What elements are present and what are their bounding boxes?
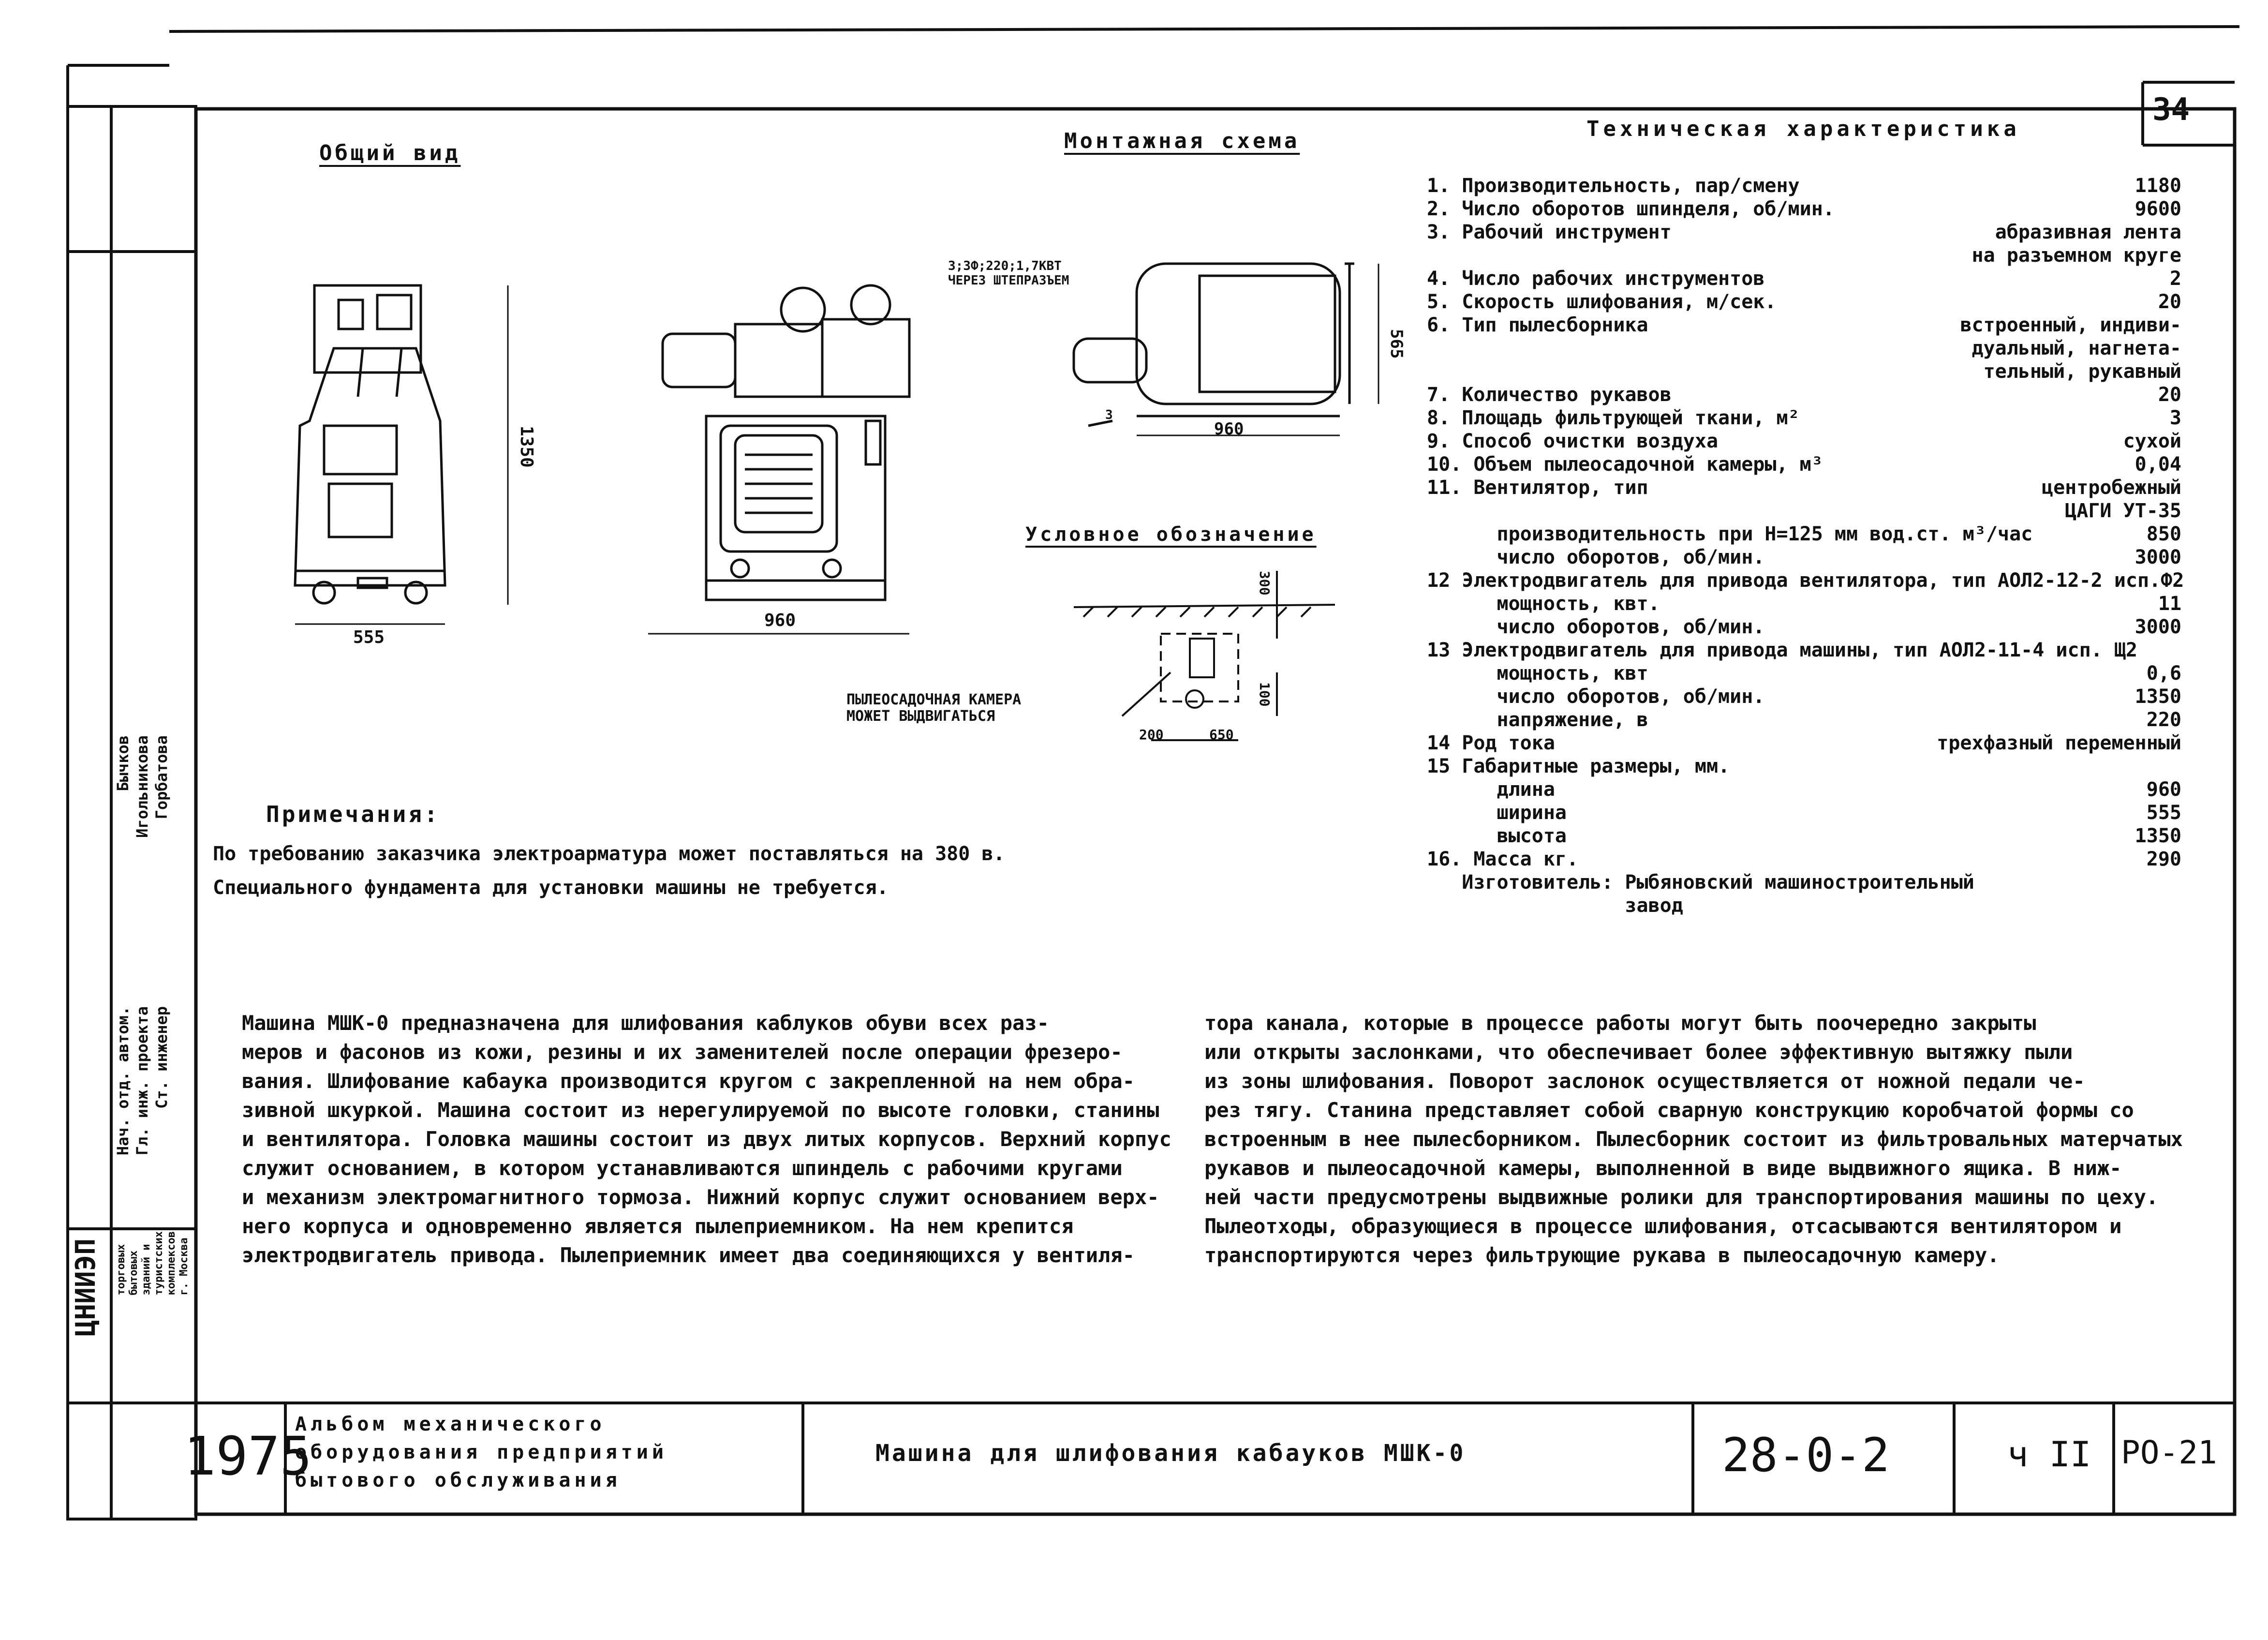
tech-row (1427, 290, 2181, 313)
tech-row (1427, 174, 2181, 197)
note-line-1: По требованию заказчика электроарматура может поставляться на 380 в. (213, 843, 1005, 865)
tech-title: Техническая характеристика (1586, 117, 2020, 141)
tech-row-label: число оборотов, об/мин. (1427, 546, 1765, 568)
tech-row (1427, 476, 2181, 522)
tech-row-label: 6. Тип пылесборника (1427, 314, 1648, 336)
tech-row (1427, 267, 2181, 290)
tech-row-value: 0,6 (2146, 662, 2181, 685)
drawing-code: 28-0-2 (1722, 1428, 1890, 1482)
tech-row-label: число оборотов, об/мин. (1427, 686, 1765, 708)
year: 1975 (184, 1425, 312, 1487)
tech-row-value: 3000 (2135, 546, 2181, 568)
tech-row-value: трехфазный переменный (1937, 732, 2181, 754)
tech-row-label: высота (1427, 825, 1567, 847)
tech-row-label: 10. Объем пылеосадочной камеры, м³ (1427, 453, 1823, 476)
tech-row (1427, 708, 2181, 731)
tech-row (1427, 755, 2181, 778)
approval-name: Бычков (114, 735, 132, 791)
org-stamp: ЦНИИЭП (70, 1238, 102, 1337)
dim-height-1350: 1350 (517, 426, 536, 468)
tech-row-label: производительность при H=125 мм вод.ст. м³/час (1427, 523, 2033, 545)
tech-row (1427, 430, 2181, 453)
tech-row-value: 20 (2158, 384, 2181, 406)
tech-row (1427, 685, 2181, 708)
mounting-scheme-title: Монтажная схема (1064, 129, 1300, 153)
tech-row-value: сухой (2123, 430, 2181, 452)
description-col-1: Машина МШК-0 предназначена для шлифования каблуков обуви всех раз- меров и фасонов из кожи, резины и их заменителей после операции фрезеро- вания. Шлифование кабаука производится кругом с закрепленной на нем обра- зивной шкуркой. Машина состоит из нерегулируемой по высоте головки, станины и вентилятора. Головка машины состоит из двух литых корпусов. Верхний корпус служит основанием, в котором устанавливаются шпиндель с рабочими кругами и механизм электромагнитного тормоза. Нижний корпус служит основанием верх- него корпуса и одновременно является пылеприемником. На нем крепится электродвигатель привода. Пылеприемник имеет два соединяющихся у вентиля- (242, 1011, 1171, 1267)
tech-row-label: число оборотов, об/мин. (1427, 616, 1765, 638)
notes-title: Примечания: (266, 801, 440, 827)
tech-list (1427, 174, 2184, 917)
sym-dim-650: 650 (1209, 727, 1234, 743)
tech-row-label: мощность, квт. (1427, 593, 1660, 615)
tech-row-label: 8. Площадь фильтрующей ткани, м² (1427, 407, 1800, 429)
tech-row (1427, 662, 2181, 685)
tech-row-value: 20 (2158, 291, 2181, 313)
general-view-title: Общий вид (319, 141, 461, 165)
tech-row-value: 290 (2146, 848, 2181, 870)
tech-row-label: 5. Скорость шлифования, м/сек. (1427, 291, 1777, 313)
tech-row-value: 11 (2158, 593, 2181, 615)
approval-role: Нач. отд. автом. (114, 1006, 132, 1156)
tech-row (1427, 197, 2181, 221)
album-title: Альбом механического оборудования предприятий бытового обслуживания (295, 1413, 667, 1491)
tech-row-label: Изготовитель: Рыбяновский машиностроительный завод (1462, 871, 1974, 917)
tech-row (1427, 592, 2181, 615)
note-line-2: Специального фундамента для установки машины не требуется. (213, 877, 889, 899)
approval-name: Игольникова (133, 735, 151, 838)
tech-row-value: 9600 (2135, 198, 2181, 220)
tech-row-label: 14 Род тока (1427, 732, 1555, 754)
tech-row-label: 4. Число рабочих инструментов (1427, 268, 1765, 290)
tech-row-label: 1. Производительность, пар/смену (1427, 175, 1800, 197)
tech-row-value: 1350 (2135, 825, 2181, 847)
tech-row-label: 11. Вентилятор, тип (1427, 477, 1648, 499)
tech-row (1427, 639, 2181, 662)
tech-row-label: 2. Число оборотов шпинделя, об/мин. (1427, 198, 1835, 220)
tech-row-value: абразивная лента на разъемном круге (1972, 221, 2181, 267)
tech-row (1427, 801, 2181, 824)
tech-row-value: 2 (2169, 268, 2181, 290)
page-number: 34 (2152, 92, 2190, 128)
tech-row (1427, 406, 2181, 430)
tech-row-label: 3. Рабочий инструмент (1427, 221, 1672, 243)
tech-row-value: 220 (2146, 709, 2181, 731)
tech-row (1427, 313, 2181, 383)
tech-row-value: 3000 (2135, 616, 2181, 638)
tech-row-label: напряжение, в (1427, 709, 1648, 731)
tech-row (1427, 546, 2181, 569)
dim-width-555: 555 (353, 627, 385, 647)
tech-row-value: 555 (2146, 802, 2181, 824)
chamber-note: ПЫЛЕОСАДОЧНАЯ КАМЕРА МОЖЕТ ВЫДВИГАТЬСЯ (846, 691, 1022, 725)
album-part: ч II (2007, 1434, 2091, 1475)
tech-row (1427, 221, 2181, 267)
tech-row (1427, 453, 2181, 476)
tech-row (1427, 778, 2181, 801)
drawing-name: Машина для шлифования кабауков МШК-0 (875, 1440, 1466, 1467)
approval-role: Гл. инж. проекта (133, 1006, 151, 1156)
tech-row-value: встроенный, индиви- дуальный, нагнета- тельный, рукавный (1960, 314, 2181, 383)
tech-row (1427, 383, 2181, 406)
tech-row-label: 7. Количество рукавов (1427, 384, 1672, 406)
tech-row-value: 0,04 (2135, 453, 2181, 476)
power-note: 3;3Ф;220;1,7КВТ ЧЕРЕЗ ШТЕПРАЗЪЕМ (948, 259, 1069, 288)
tech-row (1427, 824, 2181, 848)
tech-row (1427, 615, 2181, 639)
tech-row-value: 1180 (2135, 175, 2181, 197)
tech-row-label: мощность, квт (1427, 662, 1648, 685)
tech-row-value: 3 (2169, 407, 2181, 429)
tech-row (1427, 871, 2181, 917)
tech-row-label: 15 Габаритные размеры, мм. (1427, 755, 1730, 777)
sym-dim-300: 300 (1257, 571, 1273, 596)
tech-row (1427, 731, 2181, 755)
dim-length-960: 960 (764, 611, 796, 630)
plan-dim-565: 565 (1387, 329, 1406, 359)
tech-row (1427, 848, 2181, 871)
tech-row-value: центробежный ЦАГИ УТ-35 (2042, 477, 2181, 522)
tech-row-label: 16. Масса кг. (1427, 848, 1579, 870)
tech-row (1427, 569, 2184, 592)
approval-role: Ст. инженер (152, 1006, 171, 1109)
tech-row-value: 1350 (2135, 686, 2181, 708)
tech-row-label: длина (1427, 778, 1555, 801)
tech-row-label: 12 Электродвигатель для привода вентилятора, тип АОЛ2-12-2 исп.Ф2 (1427, 569, 2184, 592)
symbol-title: Условное обозначение (1025, 523, 1317, 546)
sym-dim-200: 200 (1139, 727, 1164, 743)
plan-dim-960: 960 (1214, 419, 1244, 439)
approval-name: Горбатова (152, 735, 171, 820)
plan-callout: 3 (1105, 408, 1113, 422)
tech-row-value: 850 (2146, 523, 2181, 545)
tech-row-label: 13 Электродвигатель для привода машины, тип АОЛ2-11-4 исп. Щ2 (1427, 639, 2138, 661)
tech-row-value: 960 (2146, 778, 2181, 801)
description-col-2: тора канала, которые в процессе работы могут быть поочередно закрыты или открыты заслонками, что обеспечивает более эффективную вытяжку пыли из зоны шлифования. Поворот заслонок осуществляется от ножной педали че- рез тягу. Станина представляет собой сварную конструкцию коробчатой формы со встроенным в нее пылесборником. Пылесборник состоит из фильтровальных матерчатых рукавов и пылеосадочной камеры, выполненной в виде выдвижного ящика. В ниж- ней части предусмотрены выдвижные ролики для транспортирования машины по цеху. Пылеотходы, образующиеся в процессе шлифования, отсасываются вентилятором и транспортируются через фильтрующие рукава в пылеосадочную камеру. (1204, 1011, 2183, 1267)
org-full-name: торговых бытовых зданий и туристских комплексов г. Москва (115, 1231, 190, 1296)
sym-dim-100: 100 (1257, 682, 1273, 707)
tech-row-label: ширина (1427, 802, 1567, 824)
sheet-id: РО-21 (2121, 1434, 2217, 1471)
tech-row-label: 9. Способ очистки воздуха (1427, 430, 1719, 452)
tech-row (1427, 522, 2181, 546)
